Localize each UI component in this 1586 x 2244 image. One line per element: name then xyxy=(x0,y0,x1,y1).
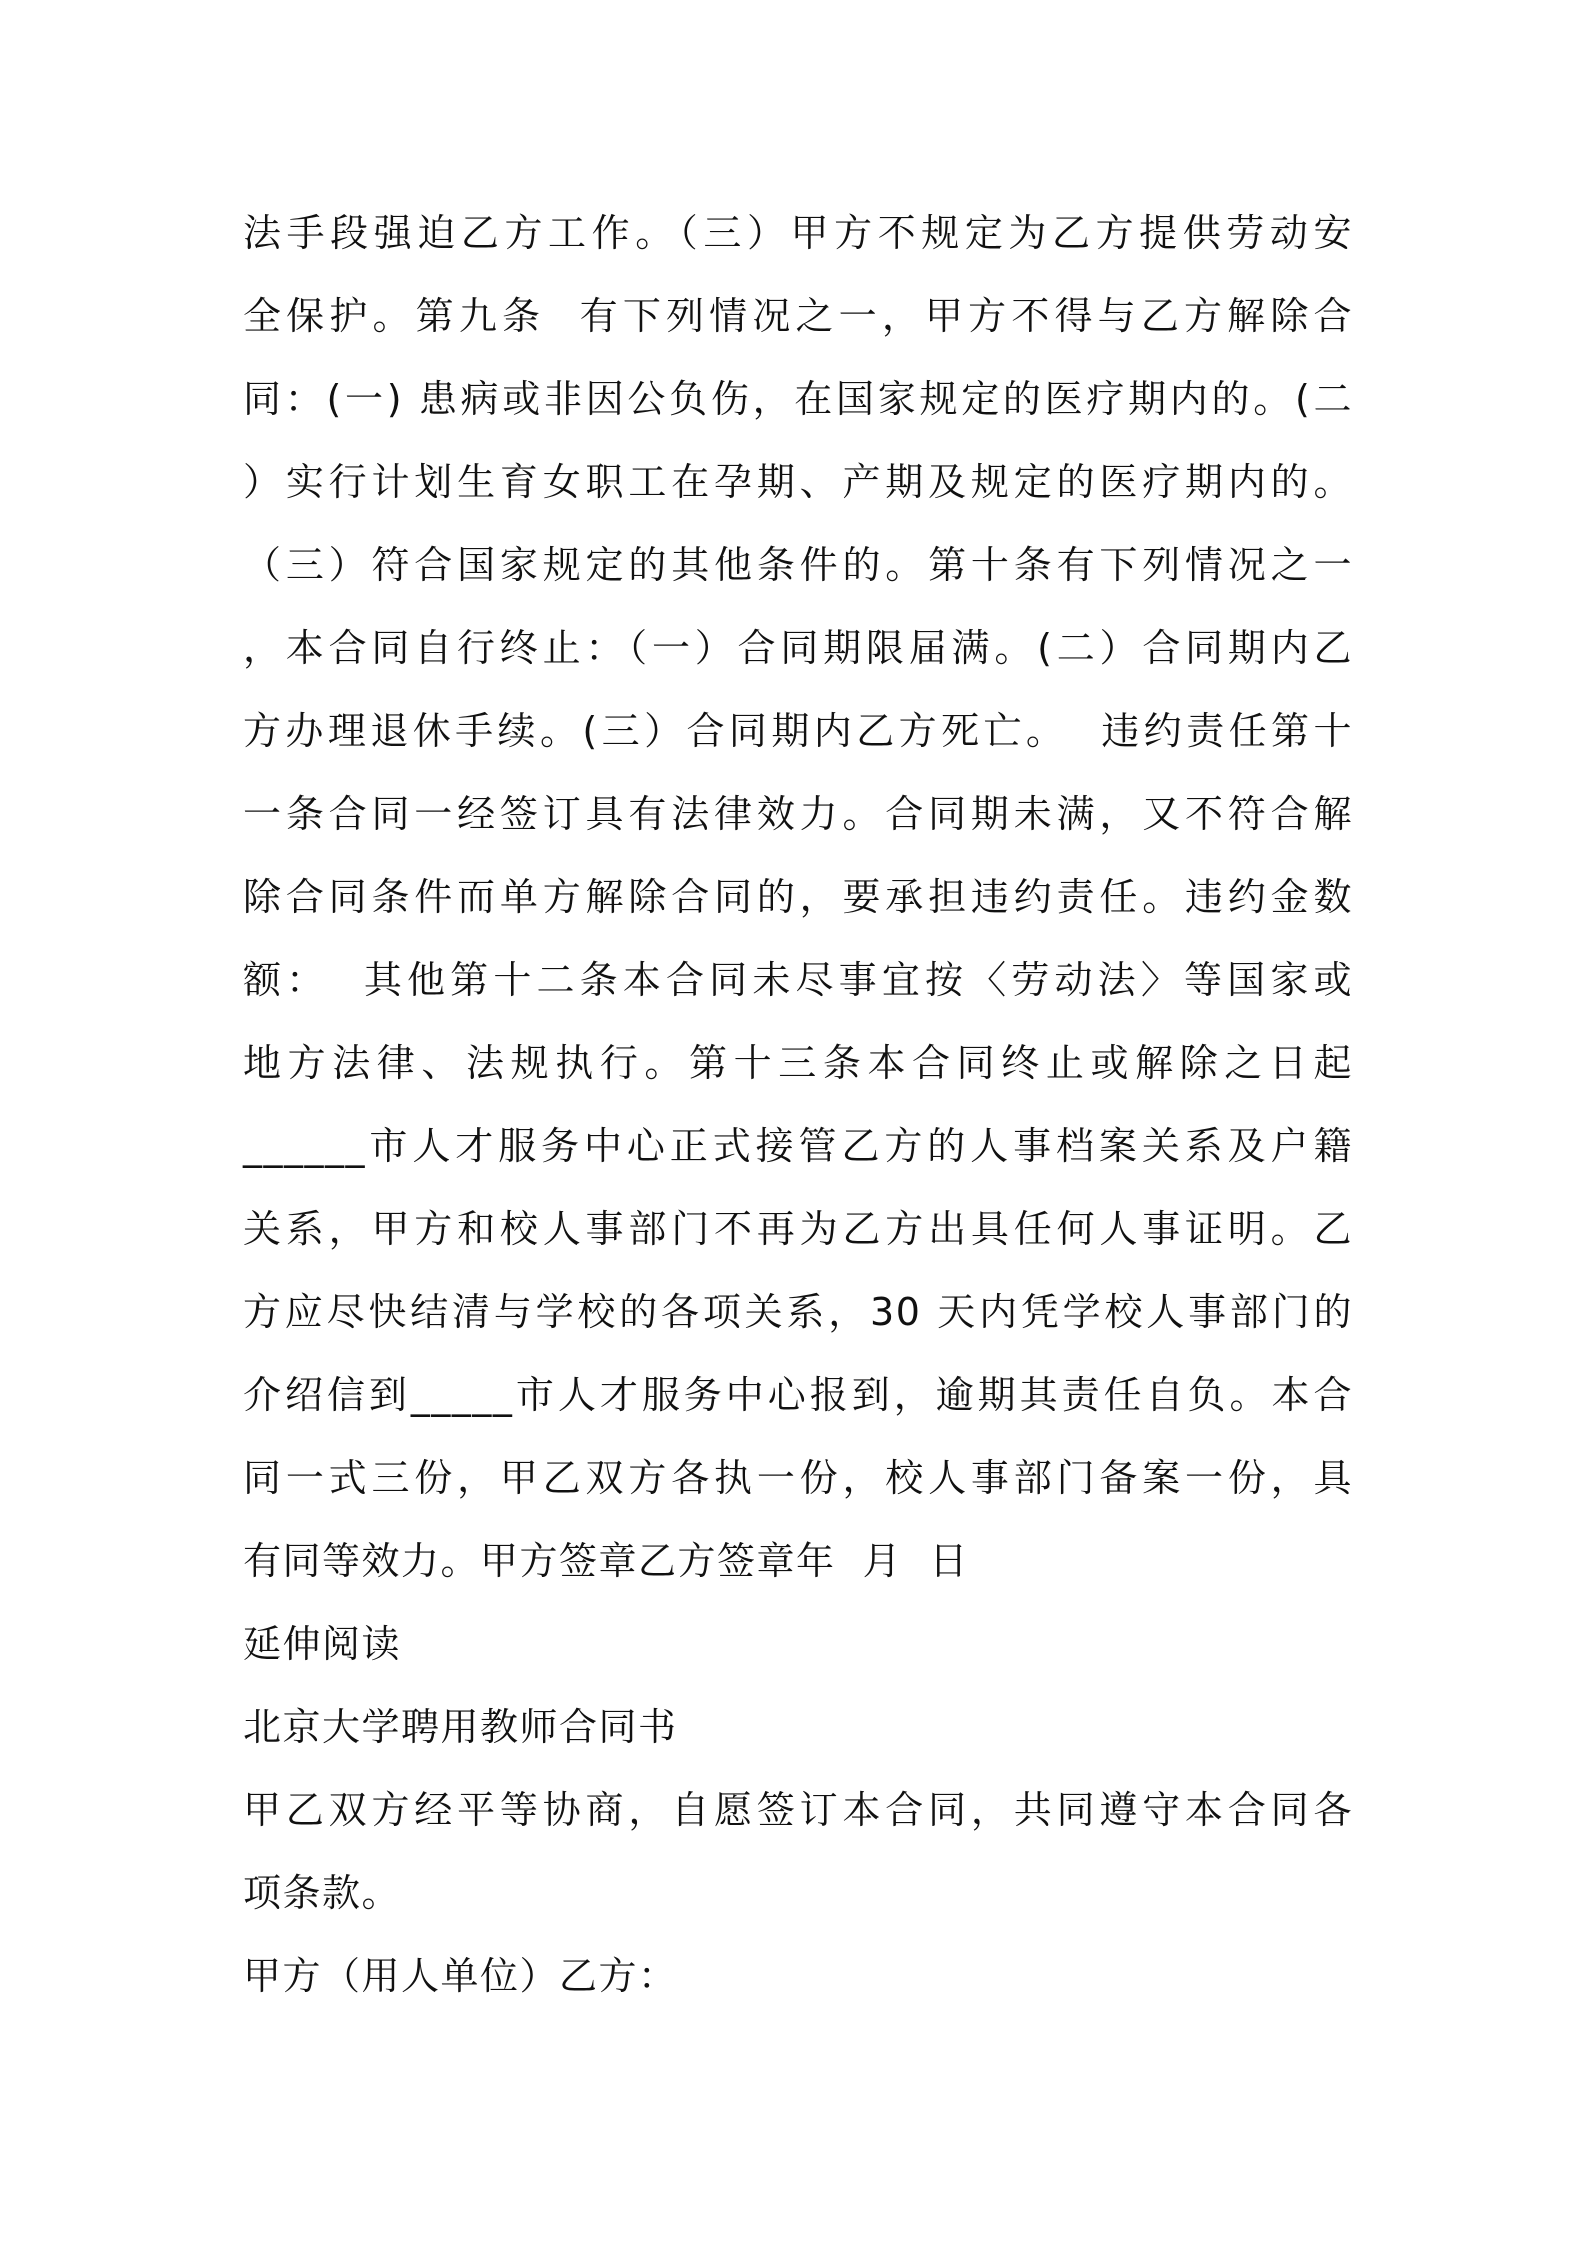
body-line: 一条合同一经签订具有法律效力。合同期未满，又不符合解 xyxy=(243,792,1353,836)
body-line: 额： 其他第十二条本合同未尽事宜按〈劳动法〉等国家或 xyxy=(243,958,1353,1002)
body-line: 有同等效力。甲方签章乙方签章年 月 日 xyxy=(243,1539,969,1583)
body-line: 同一式三份，甲乙双方各执一份，校人事部门备案一份，具 xyxy=(243,1456,1353,1500)
body-line: 关系，甲方和校人事部门不再为乙方出具任何人事证明。乙 xyxy=(243,1207,1353,1251)
related-intro xyxy=(243,1769,1353,1935)
body-line: 方办理退休手续。(三）合同期内乙方死亡。 违约责任第十 xyxy=(243,709,1353,753)
body-line: （三）符合国家规定的其他条件的。第十条有下列情况之一 xyxy=(243,543,1353,587)
body-line: 介绍信到_____市人才服务中心报到，逾期其责任自负。本合 xyxy=(243,1373,1353,1417)
intro-line: 项条款。 xyxy=(243,1871,402,1915)
body-line: 法手段强迫乙方工作。（三）甲方不规定为乙方提供劳动安 xyxy=(243,211,1353,255)
related-document-title: 北京大学聘用教师合同书 xyxy=(243,1705,678,1749)
body-line: 除合同条件而单方解除合同的，要承担违约责任。违约金数 xyxy=(243,875,1353,919)
body-line: 方应尽快结清与学校的各项关系，30 天内凭学校人事部门的 xyxy=(243,1290,1353,1334)
body-line: 全保护。第九条 有下列情况之一，甲方不得与乙方解除合 xyxy=(243,294,1353,338)
extended-reading-label: 延伸阅读 xyxy=(243,1622,402,1666)
body-line: ______市人才服务中心正式接管乙方的人事档案关系及户籍 xyxy=(243,1124,1353,1168)
body-line: 同：(一) 患病或非因公负伤，在国家规定的医疗期内的。(二 xyxy=(243,377,1353,421)
body-line: ）实行计划生育女职工在孕期、产期及规定的医疗期内的。 xyxy=(243,460,1353,504)
party-line: 甲方（用人单位）乙方： xyxy=(243,1954,678,1998)
body-line: ，本合同自行终止：（一）合同期限届满。(二）合同期内乙 xyxy=(243,626,1353,670)
intro-line: 甲乙双方经平等协商，自愿签订本合同，共同遵守本合同各 xyxy=(243,1788,1353,1832)
contract-body xyxy=(243,192,1353,1603)
document-page xyxy=(243,192,1353,2018)
body-line: 地方法律、法规执行。第十三条本合同终止或解除之日起 xyxy=(243,1041,1353,1085)
